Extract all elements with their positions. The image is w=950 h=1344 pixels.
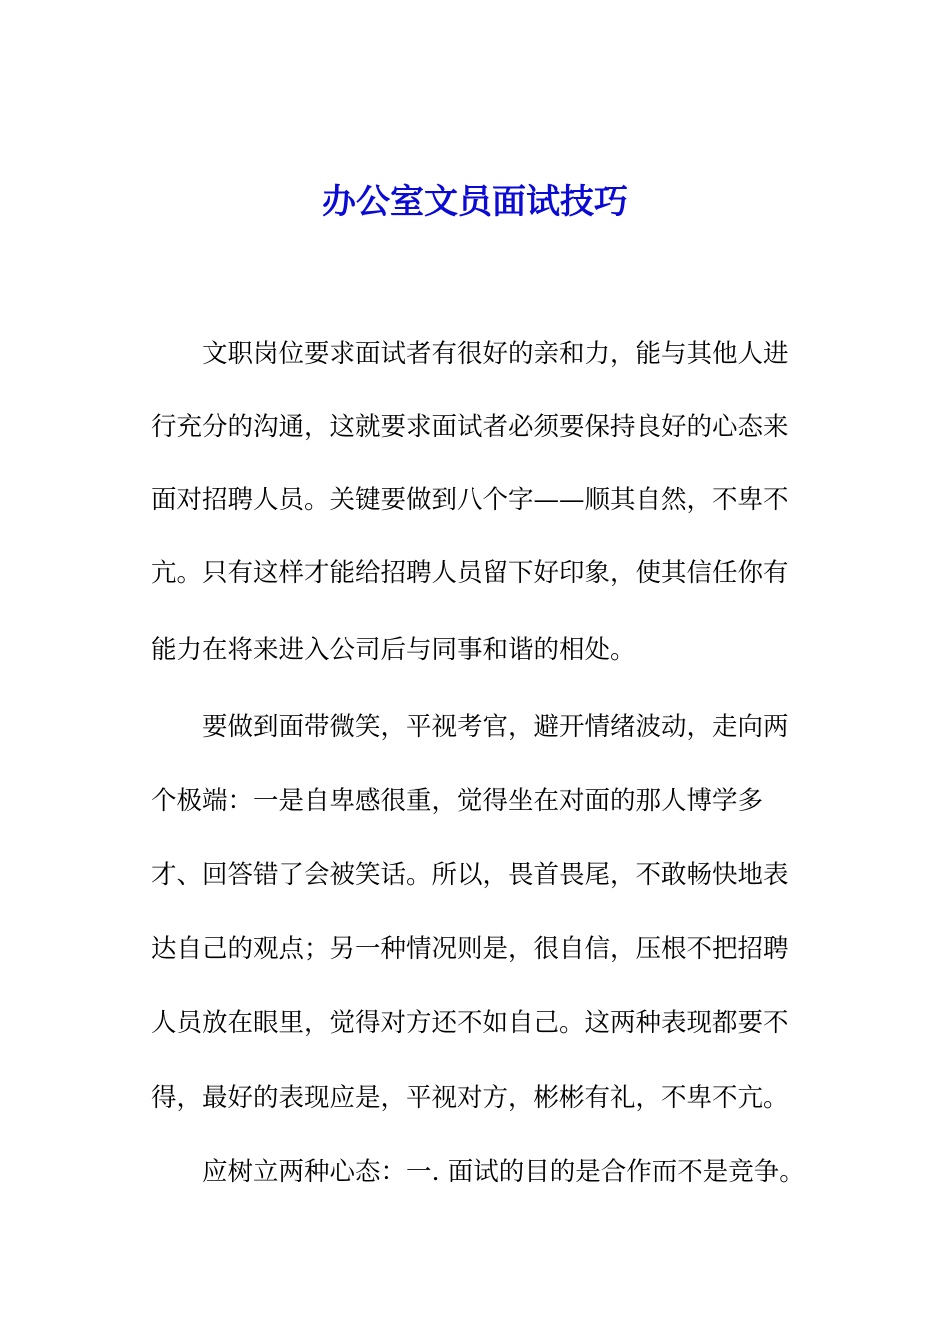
paragraph-1-line-1: 文职岗位要求面试者有很好的亲和力，能与其他人进	[202, 339, 789, 369]
paragraph-1-line-5: 能力在将来进入公司后与同事和谐的相处。	[151, 635, 636, 665]
paragraph-1-line-2: 行充分的沟通，这就要求面试者必须要保持良好的心态来	[151, 412, 789, 442]
document-title: 办公室文员面试技巧	[322, 182, 628, 222]
paragraph-1-line-3: 面对招聘人员。关键要做到八个字——顺其自然，不卑不	[151, 485, 789, 515]
paragraph-1-line-4: 亢。只有这样才能给招聘人员留下好印象，使其信任你有	[151, 558, 789, 588]
paragraph-2-line-2: 个极端：一是自卑感很重，觉得坐在对面的那人博学多	[151, 786, 764, 816]
paragraph-2-line-6: 得，最好的表现应是，平视对方，彬彬有礼，不卑不亢。	[151, 1083, 789, 1113]
paragraph-3-line-1: 应树立两种心态：一. 面试的目的是合作而不是竞争。	[202, 1157, 805, 1187]
paragraph-2-line-1: 要做到面带微笑，平视考官，避开情绪波动，走向两	[202, 712, 789, 742]
paragraph-2-line-5: 人员放在眼里，觉得对方还不如自己。这两种表现都要不	[151, 1008, 789, 1038]
paragraph-2-line-4: 达自己的观点；另一种情况则是，很自信，压根不把招聘	[151, 934, 789, 964]
paragraph-2-line-3: 才、回答错了会被笑话。所以，畏首畏尾，不敢畅快地表	[151, 860, 789, 890]
